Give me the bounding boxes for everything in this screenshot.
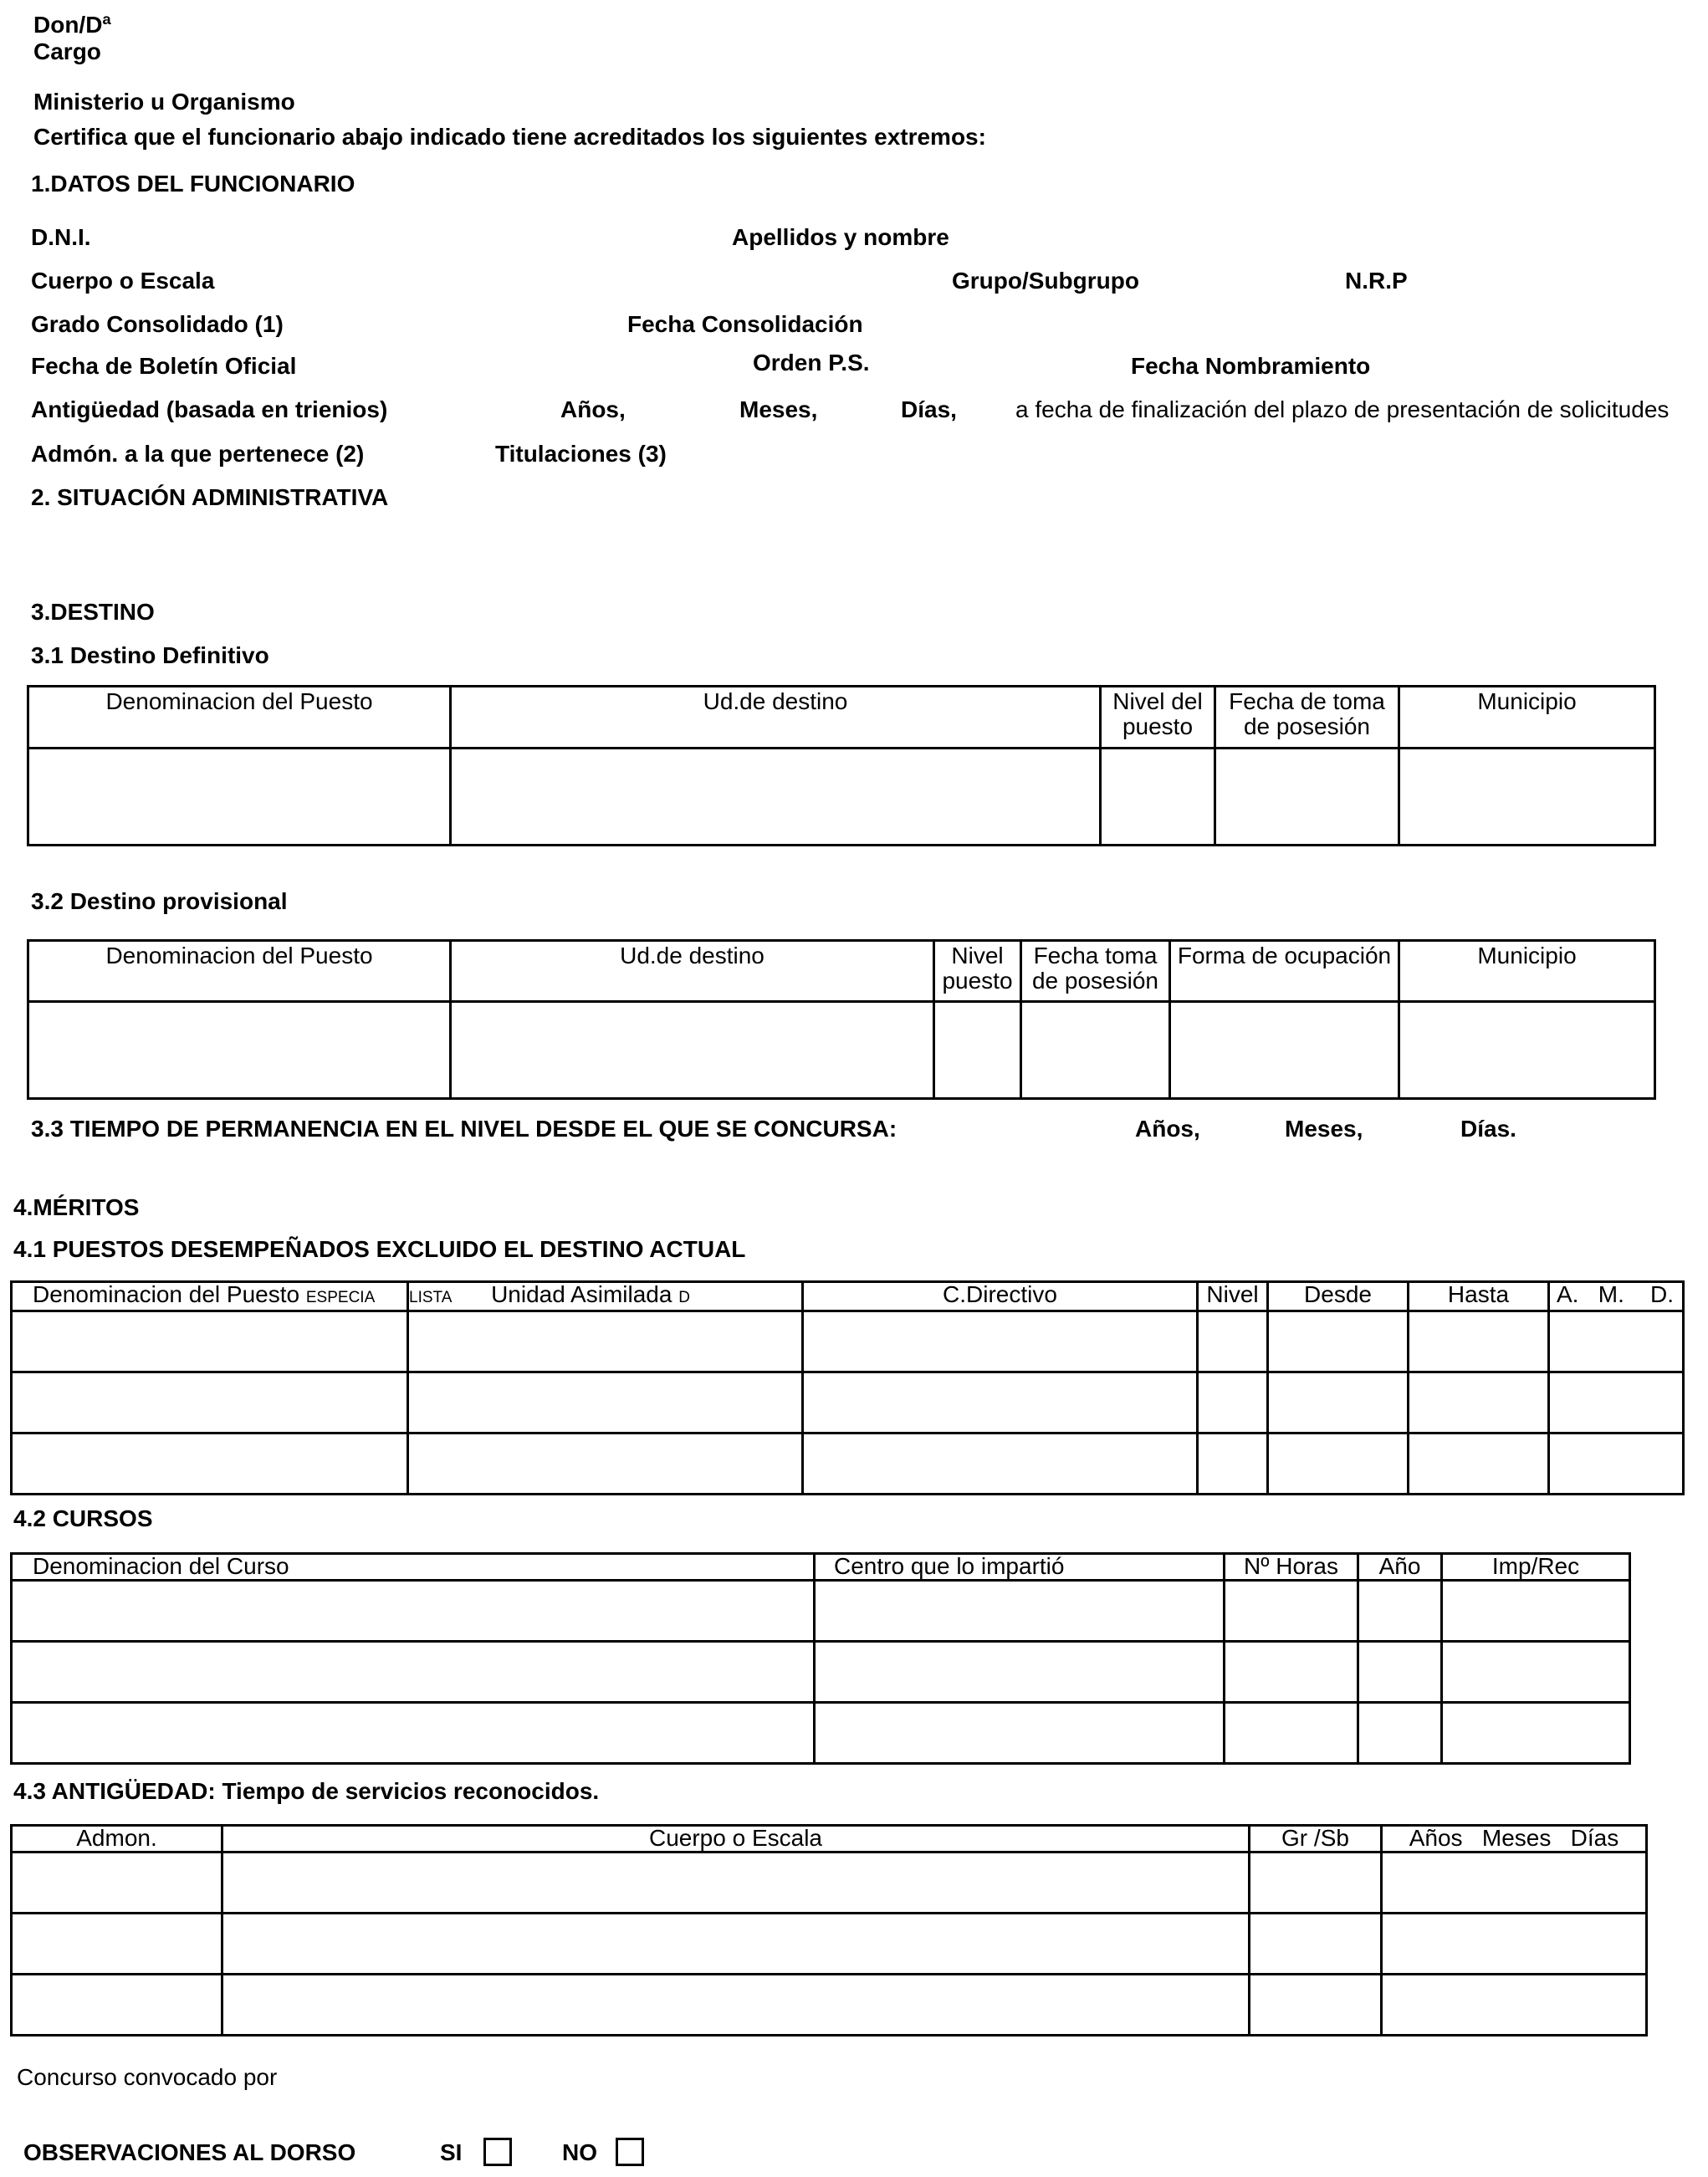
fecha-nombramiento-label: Fecha Nombramiento [1131, 353, 1371, 379]
header-hasta: Hasta [1409, 1282, 1549, 1311]
destino-definitivo-table [27, 685, 1656, 846]
si-checkbox[interactable] [483, 2138, 512, 2166]
cell-nivel[interactable] [1198, 1372, 1268, 1433]
section33-title: 3.3 TIEMPO DE PERMANENCIA EN EL NIVEL DESDE EL QUE SE CONCURSA: [31, 1116, 897, 1142]
cell-municipio[interactable] [1399, 1002, 1655, 1099]
grado-label: Grado Consolidado (1) [31, 311, 284, 337]
header-denominacion: Denominacion del Puesto [28, 687, 451, 749]
cell-denominacion[interactable] [12, 1433, 408, 1495]
certifica-text: Certifica que el funcionario abajo indicado tiene acreditados los siguientes extremos: [33, 124, 986, 150]
header-fecha-toma: Fecha de toma de posesión [1215, 687, 1399, 749]
cell-denominacion-curso[interactable] [12, 1642, 815, 1703]
cell-amd[interactable] [1382, 1852, 1647, 1914]
cell-denominacion[interactable] [28, 1002, 451, 1099]
cell-nivel[interactable] [1198, 1311, 1268, 1372]
cell-ud-destino[interactable] [451, 749, 1101, 846]
cell-admon[interactable] [12, 1914, 222, 1975]
cell-imp-rec[interactable] [1442, 1642, 1630, 1703]
titulaciones-label: Titulaciones (3) [495, 441, 667, 467]
cell-hasta[interactable] [1409, 1311, 1549, 1372]
cell-gr-sb[interactable] [1250, 1975, 1382, 2036]
nrp-label: N.R.P [1345, 268, 1408, 294]
cell-centro[interactable] [815, 1581, 1225, 1642]
orden-label: Orden P.S. [753, 350, 870, 376]
header-gr-sb: Gr /Sb [1250, 1826, 1382, 1852]
header-cuerpo: Cuerpo o Escala [222, 1826, 1250, 1852]
cell-amd[interactable] [1549, 1311, 1684, 1372]
cell-municipio[interactable] [1399, 749, 1655, 846]
antiguedad-table [10, 1824, 1648, 2036]
header-ud-destino: Ud.de destino [451, 687, 1101, 749]
destino-provisional-table [27, 939, 1656, 1100]
denominacion-text: Denominacion del Puesto [33, 1281, 300, 1307]
cell-denominacion[interactable] [28, 749, 451, 846]
unidad-text: Unidad Asimilada [491, 1281, 672, 1307]
section43-title-rest: Tiempo de servicios reconocidos. [222, 1778, 600, 1804]
si-label: SI [440, 2139, 463, 2165]
header-imp-rec: Imp/Rec [1442, 1554, 1630, 1581]
cell-fecha-toma[interactable] [1215, 749, 1399, 846]
header-ud-destino: Ud.de destino [451, 941, 934, 1002]
cell-centro[interactable] [815, 1642, 1225, 1703]
ministerio-label: Ministerio u Organismo [33, 89, 295, 115]
anos-label: Años, [560, 396, 626, 422]
cell-ud-destino[interactable] [451, 1002, 934, 1099]
lista-text: LISTA [409, 1289, 453, 1306]
cell-desde[interactable] [1268, 1433, 1409, 1495]
cell-denominacion[interactable] [12, 1372, 408, 1433]
header-nivel: Nivel del puesto [1101, 687, 1215, 749]
cell-nivel[interactable] [1198, 1433, 1268, 1495]
cell-forma-ocupacion[interactable] [1170, 1002, 1399, 1099]
observaciones-label: OBSERVACIONES AL DORSO [23, 2139, 356, 2165]
cell-nivel[interactable] [1101, 749, 1215, 846]
section41-title: 4.1 PUESTOS DESEMPEÑADOS EXCLUIDO EL DESTINO ACTUAL [13, 1236, 746, 1262]
cell-unidad[interactable] [408, 1433, 803, 1495]
s33-dias-label: Días. [1460, 1116, 1516, 1142]
cell-c-directivo[interactable] [803, 1433, 1198, 1495]
fecha-boletin-label: Fecha de Boletín Oficial [31, 353, 297, 379]
cell-denominacion-curso[interactable] [12, 1703, 815, 1764]
puestos-desempenados-table [10, 1280, 1685, 1495]
concurso-label: Concurso convocado por [17, 2064, 278, 2090]
don-label: Don/Dª [33, 12, 111, 38]
cell-nivel[interactable] [934, 1002, 1021, 1099]
antiguedad-label: Antigüedad (basada en trienios) [31, 396, 388, 422]
header-desde: Desde [1268, 1282, 1409, 1311]
cuerpo-label: Cuerpo o Escala [31, 268, 215, 294]
cell-amd[interactable] [1382, 1975, 1647, 2036]
cell-denominacion[interactable] [12, 1311, 408, 1372]
header-nivel: Nivel [1198, 1282, 1268, 1311]
meses-label: Meses, [739, 396, 818, 422]
cell-horas[interactable] [1225, 1581, 1358, 1642]
cell-ano[interactable] [1358, 1703, 1442, 1764]
header-horas: Nº Horas [1225, 1554, 1358, 1581]
header-forma-ocupacion: Forma de ocupación [1170, 941, 1399, 1002]
cell-ano[interactable] [1358, 1642, 1442, 1703]
section2-title: 2. SITUACIÓN ADMINISTRATIVA [31, 484, 389, 510]
cursos-table [10, 1552, 1631, 1765]
section43-title [13, 1778, 599, 1805]
section43-title-bold: 4.3 ANTIGÜEDAD: [13, 1778, 216, 1804]
header-nivel: Nivel puesto [934, 941, 1021, 1002]
cell-ano[interactable] [1358, 1581, 1442, 1642]
dias-label: Días, [901, 396, 957, 422]
cell-cuerpo[interactable] [222, 1975, 1250, 2036]
header-centro: Centro que lo impartió [815, 1554, 1225, 1581]
cell-c-directivo[interactable] [803, 1372, 1198, 1433]
s33-meses-label: Meses, [1285, 1116, 1363, 1142]
header-admon: Admon. [12, 1826, 222, 1852]
cell-c-directivo[interactable] [803, 1311, 1198, 1372]
cell-admon[interactable] [12, 1852, 222, 1914]
header-c-directivo: C.Directivo [803, 1282, 1198, 1311]
cell-amd[interactable] [1549, 1372, 1684, 1433]
section32-title: 3.2 Destino provisional [31, 888, 288, 914]
cell-cuerpo[interactable] [222, 1852, 1250, 1914]
cell-admon[interactable] [12, 1975, 222, 2036]
cell-denominacion-curso[interactable] [12, 1581, 815, 1642]
cell-desde[interactable] [1268, 1372, 1409, 1433]
cell-unidad[interactable] [408, 1311, 803, 1372]
no-checkbox[interactable] [616, 2138, 644, 2166]
cargo-label: Cargo [33, 38, 101, 64]
section4-title: 4.MÉRITOS [13, 1194, 140, 1220]
cell-horas[interactable] [1225, 1642, 1358, 1703]
section3-title: 3.DESTINO [31, 599, 155, 625]
header-denominacion [12, 1282, 408, 1311]
section31-title: 3.1 Destino Definitivo [31, 642, 269, 668]
section1-title: 1.DATOS DEL FUNCIONARIO [31, 171, 355, 197]
header-amd: Años Meses Días [1382, 1826, 1647, 1852]
cell-imp-rec[interactable] [1442, 1703, 1630, 1764]
cell-gr-sb[interactable] [1250, 1852, 1382, 1914]
a-fecha-text: a fecha de finalización del plazo de presentación de solicitudes [1015, 396, 1670, 422]
section42-title: 4.2 CURSOS [13, 1505, 153, 1531]
grupo-label: Grupo/Subgrupo [952, 268, 1139, 294]
cell-centro[interactable] [815, 1703, 1225, 1764]
admon-label: Admón. a la que pertenece (2) [31, 441, 365, 467]
fecha-consolidacion-label: Fecha Consolidación [627, 311, 863, 337]
especia-text: ESPECIA [305, 1289, 376, 1306]
apellidos-label: Apellidos y nombre [732, 224, 949, 250]
no-label: NO [562, 2139, 597, 2165]
header-ano: Año [1358, 1554, 1442, 1581]
cell-horas[interactable] [1225, 1703, 1358, 1764]
cell-gr-sb[interactable] [1250, 1914, 1382, 1975]
header-denominacion-curso: Denominacion del Curso [12, 1554, 815, 1581]
header-denominacion: Denominacion del Puesto [28, 941, 451, 1002]
cell-unidad[interactable] [408, 1372, 803, 1433]
header-municipio: Municipio [1399, 941, 1655, 1002]
header-fecha-toma: Fecha toma de posesión [1021, 941, 1170, 1002]
header-municipio: Municipio [1399, 687, 1655, 749]
header-amd: A. M. D. [1549, 1282, 1684, 1311]
cell-desde[interactable] [1268, 1311, 1409, 1372]
cell-fecha-toma[interactable] [1021, 1002, 1170, 1099]
cell-hasta[interactable] [1409, 1433, 1549, 1495]
cell-cuerpo[interactable] [222, 1914, 1250, 1975]
cell-imp-rec[interactable] [1442, 1581, 1630, 1642]
header-unidad [408, 1282, 803, 1311]
d-text: D [678, 1289, 690, 1306]
cell-hasta[interactable] [1409, 1372, 1549, 1433]
s33-anos-label: Años, [1135, 1116, 1200, 1142]
cell-amd[interactable] [1382, 1914, 1647, 1975]
cell-amd[interactable] [1549, 1433, 1684, 1495]
dni-label: D.N.I. [31, 224, 91, 250]
